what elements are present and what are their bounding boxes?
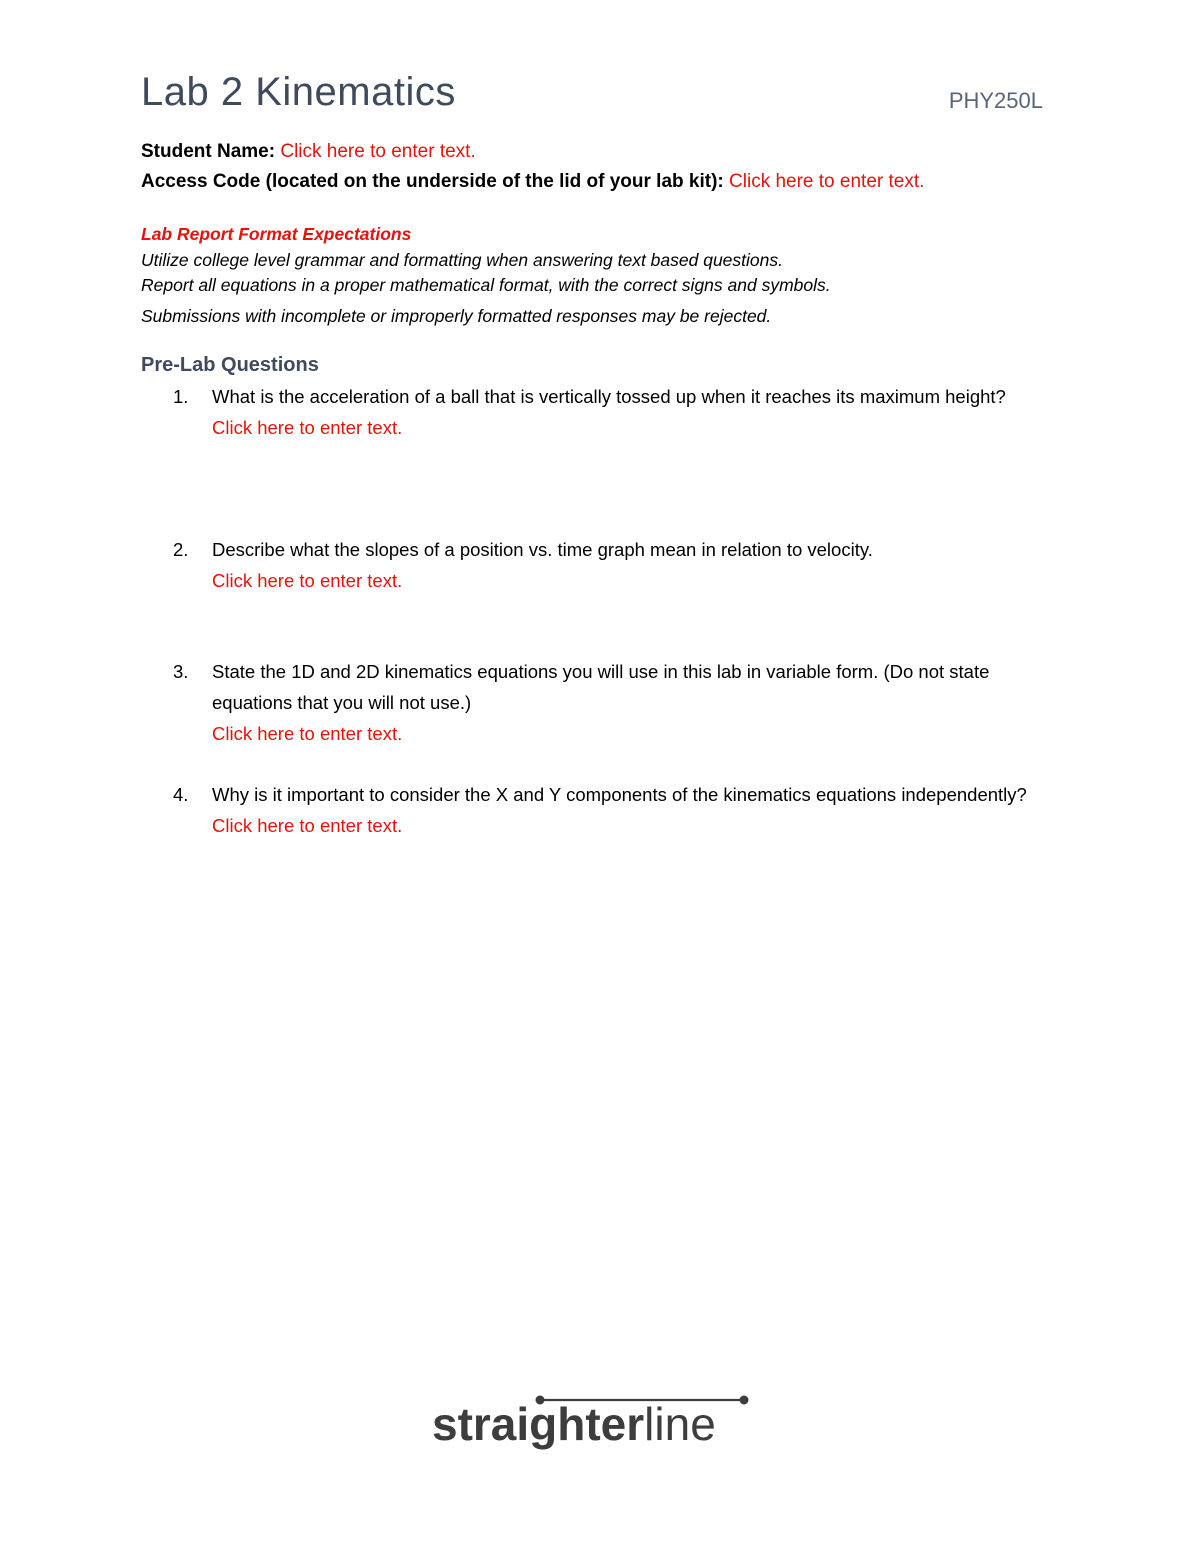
- logo-light: line: [644, 1398, 716, 1450]
- question-3: [141, 656, 1061, 749]
- question-number: 2.: [173, 539, 189, 560]
- answer-field[interactable]: Click here to enter text.: [212, 815, 403, 836]
- student-name-label: Student Name:: [141, 141, 276, 162]
- course-code: PHY250L: [948, 88, 1043, 113]
- question-text: State the 1D and 2D kinematics equations you will use in this lab in variable form. (Do not state equations that you will not use.): [212, 661, 990, 713]
- prelab-heading: Pre-Lab Questions: [141, 354, 319, 376]
- student-name-row: [141, 141, 476, 163]
- answer-field[interactable]: Click here to enter text.: [212, 570, 403, 591]
- access-code-field[interactable]: Click here to enter text.: [729, 171, 925, 192]
- expectations-line: Utilize college level grammar and formatting when answering text based questions.: [141, 250, 783, 270]
- answer-field[interactable]: Click here to enter text.: [212, 723, 403, 744]
- straighterline-logo: [432, 1390, 762, 1460]
- question-number: 1.: [173, 386, 189, 407]
- question-2: [141, 534, 1061, 596]
- logo-wordmark: [432, 1398, 716, 1450]
- question-4: [141, 779, 1061, 841]
- student-name-field[interactable]: Click here to enter text.: [280, 141, 476, 162]
- answer-field[interactable]: Click here to enter text.: [212, 417, 403, 438]
- question-1: [141, 381, 1061, 443]
- expectations-line: Report all equations in a proper mathematical format, with the correct signs and symbols.: [141, 275, 831, 295]
- question-number: 3.: [173, 661, 189, 682]
- access-code-row: [141, 171, 924, 193]
- expectations-line: Submissions with incomplete or improperly formatted responses may be rejected.: [141, 306, 772, 326]
- logo-dot: [740, 1396, 749, 1405]
- question-text: Describe what the slopes of a position vs. time graph mean in relation to velocity.: [212, 539, 873, 560]
- expectations-heading: Lab Report Format Expectations: [141, 224, 412, 244]
- question-number: 4.: [173, 784, 189, 805]
- access-code-label: Access Code (located on the underside of the lid of your lab kit):: [141, 171, 724, 192]
- question-text: What is the acceleration of a ball that is vertically tossed up when it reaches its maximum height?: [212, 386, 1006, 407]
- page-title: Lab 2 Kinematics: [141, 70, 456, 114]
- question-text: Why is it important to consider the X and Y components of the kinematics equations independently?: [212, 784, 1027, 805]
- logo-bold: straighter: [432, 1398, 645, 1450]
